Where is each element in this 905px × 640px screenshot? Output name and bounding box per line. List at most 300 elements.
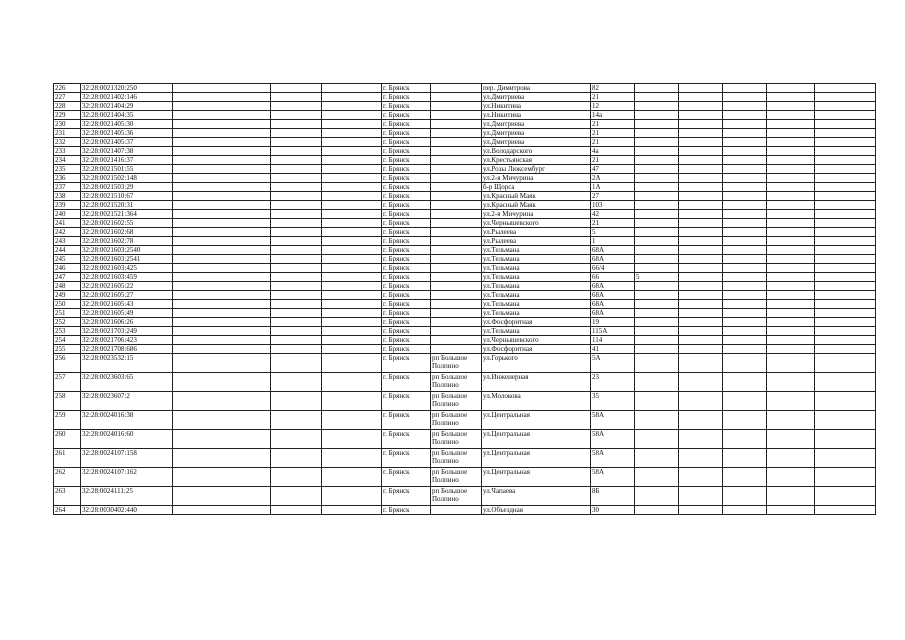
blank-cell: [322, 228, 382, 237]
settlement-cell: [431, 93, 482, 102]
blank-cell: [322, 102, 382, 111]
extra-cell: [635, 411, 679, 430]
row-number: 240: [54, 210, 81, 219]
blank-cell: [679, 111, 723, 120]
blank-cell: [767, 309, 815, 318]
blank-cell: [723, 147, 767, 156]
blank-cell: [815, 246, 876, 255]
settlement-cell: [431, 282, 482, 291]
extra-cell: [635, 210, 679, 219]
blank-cell: [679, 93, 723, 102]
city-cell: г. Брянск: [382, 165, 431, 174]
blank-cell: [767, 336, 815, 345]
blank-cell: [767, 84, 815, 93]
blank-cell: [723, 336, 767, 345]
blank-cell: [322, 487, 382, 506]
street-cell: ул.Фосфоритная: [482, 345, 591, 354]
blank-cell: [322, 120, 382, 129]
house-number-cell: 21: [591, 219, 635, 228]
house-number-cell: 103: [591, 201, 635, 210]
house-number-cell: 14а: [591, 111, 635, 120]
extra-cell: [635, 430, 679, 449]
cadastral-number: 32:28:0023532:15: [81, 354, 173, 373]
blank-cell: [679, 354, 723, 373]
property-register-table: [53, 83, 876, 515]
blank-cell: [173, 487, 271, 506]
city-cell: г. Брянск: [382, 336, 431, 345]
cadastral-number: 32:28:0030402:440: [81, 506, 173, 515]
blank-cell: [723, 129, 767, 138]
house-number-cell: 58А: [591, 411, 635, 430]
blank-cell: [767, 219, 815, 228]
settlement-cell: рп Большое Полпино: [431, 392, 482, 411]
row-number: 254: [54, 336, 81, 345]
table-row: [54, 246, 876, 255]
blank-cell: [173, 309, 271, 318]
street-cell: ул.Крестьянская: [482, 156, 591, 165]
house-number-cell: 115А: [591, 327, 635, 336]
street-cell: ул.Рылеева: [482, 237, 591, 246]
blank-cell: [322, 300, 382, 309]
blank-cell: [723, 430, 767, 449]
blank-cell: [815, 120, 876, 129]
blank-cell: [723, 246, 767, 255]
settlement-cell: рп Большое Полпино: [431, 411, 482, 430]
blank-cell: [723, 210, 767, 219]
extra-cell: 5: [635, 273, 679, 282]
blank-cell: [815, 93, 876, 102]
blank-cell: [815, 156, 876, 165]
blank-cell: [173, 192, 271, 201]
table-row: [54, 468, 876, 487]
street-cell: ул.Никитина: [482, 102, 591, 111]
row-number: 263: [54, 487, 81, 506]
blank-cell: [815, 449, 876, 468]
house-number-cell: 68А: [591, 309, 635, 318]
row-number: 235: [54, 165, 81, 174]
blank-cell: [271, 373, 322, 392]
blank-cell: [322, 183, 382, 192]
blank-cell: [271, 102, 322, 111]
city-cell: г. Брянск: [382, 282, 431, 291]
cadastral-number: 32:28:0023607:2: [81, 392, 173, 411]
blank-cell: [723, 273, 767, 282]
blank-cell: [815, 237, 876, 246]
blank-cell: [815, 354, 876, 373]
house-number-cell: 68А: [591, 282, 635, 291]
extra-cell: [635, 392, 679, 411]
blank-cell: [322, 201, 382, 210]
table-row: [54, 336, 876, 345]
table-row: [54, 373, 876, 392]
city-cell: г. Брянск: [382, 345, 431, 354]
blank-cell: [173, 111, 271, 120]
blank-cell: [767, 102, 815, 111]
street-cell: ул.Володарского: [482, 147, 591, 156]
cadastral-number: 32:28:0021405:37: [81, 138, 173, 147]
extra-cell: [635, 264, 679, 273]
table-row: [54, 147, 876, 156]
blank-cell: [322, 430, 382, 449]
blank-cell: [322, 282, 382, 291]
city-cell: г. Брянск: [382, 273, 431, 282]
house-number-cell: 21: [591, 120, 635, 129]
street-cell: ул.2-я Мичурина: [482, 210, 591, 219]
settlement-cell: [431, 345, 482, 354]
blank-cell: [679, 246, 723, 255]
blank-cell: [679, 228, 723, 237]
blank-cell: [173, 183, 271, 192]
blank-cell: [173, 318, 271, 327]
city-cell: г. Брянск: [382, 246, 431, 255]
table-row: [54, 183, 876, 192]
blank-cell: [767, 174, 815, 183]
extra-cell: [635, 174, 679, 183]
blank-cell: [679, 165, 723, 174]
extra-cell: [635, 192, 679, 201]
blank-cell: [767, 147, 815, 156]
extra-cell: [635, 201, 679, 210]
cadastral-number: 32:28:0021404:35: [81, 111, 173, 120]
cadastral-number: 32:28:0021602:68: [81, 228, 173, 237]
street-cell: ул.Дмитриева: [482, 93, 591, 102]
house-number-cell: 19: [591, 318, 635, 327]
blank-cell: [679, 237, 723, 246]
blank-cell: [271, 210, 322, 219]
blank-cell: [271, 228, 322, 237]
settlement-cell: [431, 327, 482, 336]
blank-cell: [271, 93, 322, 102]
row-number: 257: [54, 373, 81, 392]
settlement-cell: [431, 174, 482, 183]
blank-cell: [679, 506, 723, 515]
blank-cell: [815, 165, 876, 174]
blank-cell: [723, 120, 767, 129]
extra-cell: [635, 309, 679, 318]
city-cell: г. Брянск: [382, 300, 431, 309]
blank-cell: [815, 468, 876, 487]
blank-cell: [679, 411, 723, 430]
street-cell: ул.Рылеева: [482, 228, 591, 237]
cadastral-number: 32:28:0021521:364: [81, 210, 173, 219]
table-row: [54, 282, 876, 291]
street-cell: ул.Объездная: [482, 506, 591, 515]
house-number-cell: 58А: [591, 449, 635, 468]
cadastral-number: 32:28:0021510:67: [81, 192, 173, 201]
house-number-cell: 42: [591, 210, 635, 219]
blank-cell: [767, 183, 815, 192]
cadastral-number: 32:28:0021603:2541: [81, 255, 173, 264]
blank-cell: [173, 336, 271, 345]
city-cell: г. Брянск: [382, 449, 431, 468]
blank-cell: [173, 282, 271, 291]
blank-cell: [173, 156, 271, 165]
table-row: [54, 327, 876, 336]
blank-cell: [271, 84, 322, 93]
blank-cell: [322, 291, 382, 300]
blank-cell: [679, 264, 723, 273]
street-cell: ул.Фосфоритная: [482, 318, 591, 327]
blank-cell: [815, 392, 876, 411]
house-number-cell: 58А: [591, 468, 635, 487]
blank-cell: [322, 392, 382, 411]
cadastral-number: 32:28:0021605:49: [81, 309, 173, 318]
blank-cell: [723, 237, 767, 246]
extra-cell: [635, 219, 679, 228]
blank-cell: [679, 129, 723, 138]
blank-cell: [322, 237, 382, 246]
extra-cell: [635, 156, 679, 165]
settlement-cell: рп Большое Полпино: [431, 468, 482, 487]
city-cell: г. Брянск: [382, 84, 431, 93]
blank-cell: [723, 487, 767, 506]
settlement-cell: рп Большое Полпино: [431, 487, 482, 506]
blank-cell: [173, 138, 271, 147]
row-number: 242: [54, 228, 81, 237]
extra-cell: [635, 228, 679, 237]
blank-cell: [767, 430, 815, 449]
house-number-cell: 82: [591, 84, 635, 93]
house-number-cell: 4а: [591, 147, 635, 156]
blank-cell: [767, 264, 815, 273]
blank-cell: [173, 411, 271, 430]
city-cell: г. Брянск: [382, 129, 431, 138]
blank-cell: [322, 165, 382, 174]
blank-cell: [767, 129, 815, 138]
blank-cell: [767, 468, 815, 487]
blank-cell: [271, 165, 322, 174]
table-row: [54, 318, 876, 327]
blank-cell: [767, 327, 815, 336]
house-number-cell: 41: [591, 345, 635, 354]
blank-cell: [767, 345, 815, 354]
cadastral-number: 32:28:0021503:29: [81, 183, 173, 192]
table-row: [54, 210, 876, 219]
blank-cell: [271, 392, 322, 411]
blank-cell: [173, 93, 271, 102]
blank-cell: [271, 336, 322, 345]
house-number-cell: 8Б: [591, 487, 635, 506]
blank-cell: [679, 84, 723, 93]
street-cell: ул.Тельмана: [482, 264, 591, 273]
table-row: [54, 300, 876, 309]
table-row: [54, 309, 876, 318]
table-row: [54, 392, 876, 411]
blank-cell: [723, 93, 767, 102]
blank-cell: [173, 300, 271, 309]
extra-cell: [635, 147, 679, 156]
blank-cell: [173, 430, 271, 449]
city-cell: г. Брянск: [382, 468, 431, 487]
blank-cell: [767, 120, 815, 129]
blank-cell: [271, 300, 322, 309]
blank-cell: [815, 84, 876, 93]
settlement-cell: [431, 120, 482, 129]
row-number: 261: [54, 449, 81, 468]
blank-cell: [173, 102, 271, 111]
city-cell: г. Брянск: [382, 192, 431, 201]
extra-cell: [635, 84, 679, 93]
cadastral-number: 32:28:0021605:22: [81, 282, 173, 291]
city-cell: г. Брянск: [382, 138, 431, 147]
blank-cell: [322, 468, 382, 487]
blank-cell: [723, 282, 767, 291]
settlement-cell: [431, 165, 482, 174]
extra-cell: [635, 487, 679, 506]
settlement-cell: [431, 84, 482, 93]
blank-cell: [815, 411, 876, 430]
row-number: 230: [54, 120, 81, 129]
row-number: 228: [54, 102, 81, 111]
blank-cell: [271, 309, 322, 318]
blank-cell: [173, 255, 271, 264]
blank-cell: [271, 246, 322, 255]
settlement-cell: [431, 102, 482, 111]
blank-cell: [173, 84, 271, 93]
row-number: 256: [54, 354, 81, 373]
row-number: 264: [54, 506, 81, 515]
cadastral-number: 32:28:0021320:250: [81, 84, 173, 93]
blank-cell: [322, 246, 382, 255]
register-body: [54, 84, 876, 515]
blank-cell: [815, 210, 876, 219]
blank-cell: [322, 345, 382, 354]
blank-cell: [271, 147, 322, 156]
row-number: 253: [54, 327, 81, 336]
blank-cell: [679, 300, 723, 309]
settlement-cell: [431, 129, 482, 138]
blank-cell: [815, 102, 876, 111]
table-row: [54, 506, 876, 515]
house-number-cell: 66/4: [591, 264, 635, 273]
city-cell: г. Брянск: [382, 430, 431, 449]
blank-cell: [679, 468, 723, 487]
settlement-cell: рп Большое Полпино: [431, 354, 482, 373]
blank-cell: [322, 264, 382, 273]
blank-cell: [322, 449, 382, 468]
blank-cell: [173, 327, 271, 336]
blank-cell: [815, 506, 876, 515]
blank-cell: [723, 309, 767, 318]
blank-cell: [723, 138, 767, 147]
cadastral-number: 32:28:0021520:31: [81, 201, 173, 210]
blank-cell: [679, 318, 723, 327]
row-number: 250: [54, 300, 81, 309]
extra-cell: [635, 468, 679, 487]
city-cell: г. Брянск: [382, 102, 431, 111]
table-row: [54, 156, 876, 165]
blank-cell: [723, 318, 767, 327]
house-number-cell: 2А: [591, 174, 635, 183]
blank-cell: [271, 129, 322, 138]
blank-cell: [679, 449, 723, 468]
blank-cell: [322, 255, 382, 264]
settlement-cell: [431, 273, 482, 282]
cadastral-number: 32:28:0021606:26: [81, 318, 173, 327]
cadastral-number: 32:28:0021501:55: [81, 165, 173, 174]
blank-cell: [679, 210, 723, 219]
blank-cell: [322, 210, 382, 219]
row-number: 247: [54, 273, 81, 282]
blank-cell: [322, 147, 382, 156]
blank-cell: [723, 84, 767, 93]
blank-cell: [767, 392, 815, 411]
blank-cell: [173, 228, 271, 237]
blank-cell: [173, 264, 271, 273]
settlement-cell: [431, 506, 482, 515]
blank-cell: [271, 255, 322, 264]
street-cell: ул.Тельмана: [482, 282, 591, 291]
row-number: 255: [54, 345, 81, 354]
table-row: [54, 345, 876, 354]
row-number: 249: [54, 291, 81, 300]
blank-cell: [322, 411, 382, 430]
blank-cell: [173, 147, 271, 156]
blank-cell: [679, 430, 723, 449]
blank-cell: [322, 138, 382, 147]
house-number-cell: 21: [591, 93, 635, 102]
table-row: [54, 138, 876, 147]
street-cell: ул.Никитина: [482, 111, 591, 120]
blank-cell: [679, 373, 723, 392]
cadastral-number: 32:28:0024016:38: [81, 411, 173, 430]
blank-cell: [815, 327, 876, 336]
blank-cell: [815, 291, 876, 300]
blank-cell: [679, 138, 723, 147]
street-cell: ул.Горького: [482, 354, 591, 373]
blank-cell: [723, 102, 767, 111]
blank-cell: [767, 318, 815, 327]
blank-cell: [815, 201, 876, 210]
extra-cell: [635, 282, 679, 291]
row-number: 251: [54, 309, 81, 318]
table-row: [54, 430, 876, 449]
blank-cell: [173, 201, 271, 210]
city-cell: г. Брянск: [382, 210, 431, 219]
street-cell: ул.Красный Маяк: [482, 201, 591, 210]
blank-cell: [173, 354, 271, 373]
blank-cell: [271, 237, 322, 246]
cadastral-number: 32:28:0021404:29: [81, 102, 173, 111]
row-number: 244: [54, 246, 81, 255]
blank-cell: [679, 255, 723, 264]
cadastral-number: 32:28:0021708:686: [81, 345, 173, 354]
extra-cell: [635, 291, 679, 300]
blank-cell: [271, 354, 322, 373]
house-number-cell: 21: [591, 156, 635, 165]
street-cell: ул.Чапаева: [482, 487, 591, 506]
extra-cell: [635, 506, 679, 515]
city-cell: г. Брянск: [382, 309, 431, 318]
row-number: 226: [54, 84, 81, 93]
row-number: 231: [54, 129, 81, 138]
blank-cell: [815, 430, 876, 449]
row-number: 260: [54, 430, 81, 449]
street-cell: ул.Центральная: [482, 449, 591, 468]
street-cell: б-р Щорса: [482, 183, 591, 192]
cadastral-number: 32:28:0021603:459: [81, 273, 173, 282]
table-row: [54, 219, 876, 228]
blank-cell: [679, 102, 723, 111]
street-cell: ул.Молокова: [482, 392, 591, 411]
blank-cell: [815, 111, 876, 120]
blank-cell: [679, 327, 723, 336]
blank-cell: [767, 237, 815, 246]
extra-cell: [635, 93, 679, 102]
blank-cell: [173, 210, 271, 219]
blank-cell: [271, 487, 322, 506]
blank-cell: [173, 345, 271, 354]
